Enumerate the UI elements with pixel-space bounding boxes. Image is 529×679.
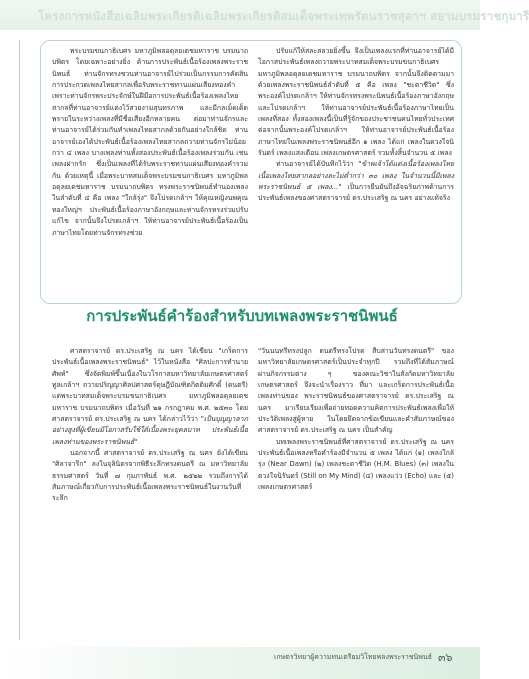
- quote-paragraph: [258, 159, 454, 204]
- quote-text: "ข้าพเจ้าได้แต่งเนื้อร้องเพลงไทยเนื้อเพลงไทยสากลอย่างละไม่ต่ำกว่า ๓๐ เพลง ในจำนวนนี้มีเพลงพระราชนิพนธ์ ๕ เพลง...": [258, 160, 454, 192]
- paragraph-text: ศาสตราจารย์ ดร.ประเสริฐ ณ นคร ได้เขียน "เกร็ดการประพันธ์เนื้อเพลงพระราชนิพนธ์" ไว้ในหนังสือ "ศิลปะการทำนายศัพท์" ซึ่งจัดพิมพ์ขึ้นเนื่องในวโรกาสมหาวิทยาลัยเกษตรศาสตร์ทูลเกล้าฯ ถวายปริญญาศิลปศาสตร์ดุษฎีบัณฑิตกิตติมศักดิ์ (ดนตรี) แด่พระบาทสมเด็จพระบรมขนกาธิเบศร มหาภูมิพลอดุลยเดชมหาราช บรมนาถบพิตร เมื่อวันที่ ๒๑ กรกฎาคม พ.ศ. ๒๕๓๐ โดยศาสตราจารย์ ดร.ประเสริฐ ณ นคร ได้กล่าวไว้ว่า: [52, 347, 248, 424]
- quote-tail: เป็นการยืนยันถึงอัจฉริยภาพด้านการประพันธ์เพลงของศาสตราจารย์ ดร.ประเสริฐ ณ นคร อย่างแท้จริง: [258, 183, 454, 203]
- paragraph: บทเพลงพระราชนิพนธ์ที่ศาสตราจารย์ ดร.ประเสริฐ ณ นคร ประพันธ์เนื้อเพลงหรือคำร้องมีจำนวน ๕ เพลง ได้แก่ (๑) เพลงใกล้รุ่ง (Near Dawn) (๒) เพลงชะตาชีวิต (H.M. Blues) (๓) เพลงในดวงใจนิรันดร์ (Still on My Mind) (๔) เพลงแว่ว (Echo) และ (๕) เพลงเกษตรศาสตร์: [258, 437, 454, 492]
- upper-right-column: [258, 46, 454, 296]
- paragraph: นอกจากนี้ ศาสตราจารย์ ดร.ประเสริฐ ณ นคร ยังได้เขียน "ศิลาจารึก" ลงในจุลินิตรจากพิธีระลึกทรงดนตรี ณ มหาวิทยาลัยธรรมศาสตร์ วันที่ ๗ กุมภาพันธ์ พ.ศ. ๒๕๒๒ รวมถึงการได้สัมภาษณ์เกี่ยวกับการประพันธ์เนื้อเพลงพระราชนิพนธ์ในงานวันที่ระลึก: [52, 449, 248, 503]
- paragraph: "วันนนทรีทรงปลูก ตนตรีทรงโปรด สืบสานวันทรงดนตรี" ของมหาวิทยาลัยเกษตรศาสตร์เป็นประจำทุกปี รวมถึงที่ได้สัมภาษณ์ผ่านกิจกรรมต่าง ๆ ของคณะวิชาในสังกัดมหาวิทยาลัยเกษตรศาสตร์ จึงจะนำเรื่องราว ที่มา และเกร็ดการประพันธ์เนื้อเพลงท่านของ พระราชนิพนธ์ของศาสตราจารย์ ดร.ประเสริฐ ณ นคร มาเรียบเรียงเพื่อถ่ายทอดความคิดการประพันธ์เพลงเพื่อให้ประวัติเพลงสู่ผู้หาย ในโดยยึดจากข้อเขียนและคำสัมภาษณ์ของศาสตราจารย์ ดร.ประเสริฐ ณ นคร เป็นสำคัญ: [258, 347, 454, 435]
- page-number: ๓๖: [438, 651, 453, 664]
- running-header: โครงการหนังสือเฉลิมพระเกียรติเฉลิมพระเกียรติสมเด็จพระเทพรัตนราชสุดาฯ สยามบรมราชกุมารี: [38, 9, 529, 23]
- quote-text: "เป็นบุญญาลาภอย่างสูงที่ผู้เขียนมีโอกาสรับใช้ใต้เบื้องพระยุคลบาท ประพันธ์เนื้อเพลงท่านของพระราชนิพนธ์": [52, 415, 248, 446]
- lower-left-column: [52, 346, 248, 636]
- quote-paragraph: [52, 346, 248, 448]
- paragraph: พระบรมขนกาธิเบศร มหาภูมิพลอดุลยเดชมหาราช บรมนาถบพิตร โดยเฉพาะอย่างยิ่ง ด้านการประพันธ์เนื้อร้องเพลงพระราชนิพนธ์ ท่านจักรทรงชวนท่านอาจารย์ไปร่วมเป็นกรรมการคัดสินการประกวดเพลงไทยสากลเพื่อรับพระราชทานแผ่นเสียงทองคำ เพราะท่านจักรพระประจักษ์ในฝีมือการประพันธ์เนื้อร้องเพลงไทยสากลที่ท่านอาจารย์แต่งไว้สวยงามสุนทรภาพ และมีกลเม็ดเด็ดพรายในระหว่างเพลงที่มีชื่อเสียงอีกหลายคน ต่อมาท่านจักรและท่านอาจารย์ได้ร่วมกันทำเพลงไทยสากลด้วยกันอย่างใกล้ชิด ท่านอาจารย์เองได้ประพันธ์เนื้อร้องเพลงไทยสากลถวายท่านจักรไม่น้อยกว่า ๔ เพลง บางเพลงท่านทั้งสองประพันธ์เนื้อร้องเพลงร่วมกัน เช่น เพลงฝากรัก ซึ่งเป็นเพลงที่ได้รับพระราชทานแผ่นเสียงทองคำรวมกัน ด้วยเหตุนี้ เมื่อพระบาทสมเด็จพระบรมขนกาธิเบศร มหาภูมิพลอดุลยเดชมหาราช บรมนาถบพิตร ทรงพระราชนิพนธ์ทำนองเพลงในลำดับที่ ๔ คือ เพลง "ใกล้รุ่ง" จึงโปรดเกล้าฯ ให้คุณหญิงนพคุณ ทองใหญ่ฯ ประพันธ์เนื้อร้องภาษาอังกฤษและท่านจักรทรงร่วมปรับแก้ไข จากนั้นจึงโปรดเกล้าฯ ให้ท่านอาจารย์ประพันธ์เนื้อร้องเป็นภาษาไทยโดยท่านจักรทรงช่วย: [52, 47, 248, 237]
- paragraph: ปรับแก้ให้สละสลวยยิ่งขึ้น จึงเป็นเพลงแรกที่ท่านอาจารย์ได้มีโอกาสประพันธ์เพลงถวายพระบาทสมเด็จพระบรมขนกาธิเบศร มหาภูมิพลอดุลยเดชมหาราช บรมนาถบพิตร จากนั้นจึงติดตามมาด้วยเพลงพระราชนิพนธ์ลำดับที่ ๕ คือ เพลง "ชะตาชีวิต" ซึ่งพระองค์โปรดเกล้าฯ ให้ท่านจักรทรงพระนิพนธ์เนื้อร้องภาษาอังกฤษ และโปรดเกล้าฯ ให้ท่านอาจารย์ประพันธ์เนื้อร้องภาษาไทยเป็นเพลงที่สอง ทั้งสองเพลงนี้เป็นที่รู้จักของประชาชนคนไทยทั่วประเทศ ต่อจากนั้นพระองค์โปรดเกล้าฯ ให้ท่านอาจารย์ประพันธ์เนื้อร้องภาษาไทยในเพลงพระราชนิพนธ์อีก ๑ เพลง ได้แก่ เพลงในดวงใจนิรันดร์ เพลงแสงเดือน เพลงเกษตรศาสตร์ รวมทั้งสิ้นจำนวน ๕ เพลง: [258, 47, 454, 158]
- margin-rule: [19, 40, 20, 640]
- upper-left-column: [52, 46, 248, 296]
- running-footer: เกษตรวิทยาผู้ความทนเตรียมวิโทยพลงพระราชนิพนธ์: [274, 653, 432, 661]
- lower-right-column: [258, 346, 454, 636]
- section-heading: การประพันธ์คำร้องสำหรับบทเพลงพระราชนิพนธ์: [86, 307, 398, 325]
- quote-lead: ท่านอาจารย์ได้บันทึกไว้ว่า: [276, 160, 354, 169]
